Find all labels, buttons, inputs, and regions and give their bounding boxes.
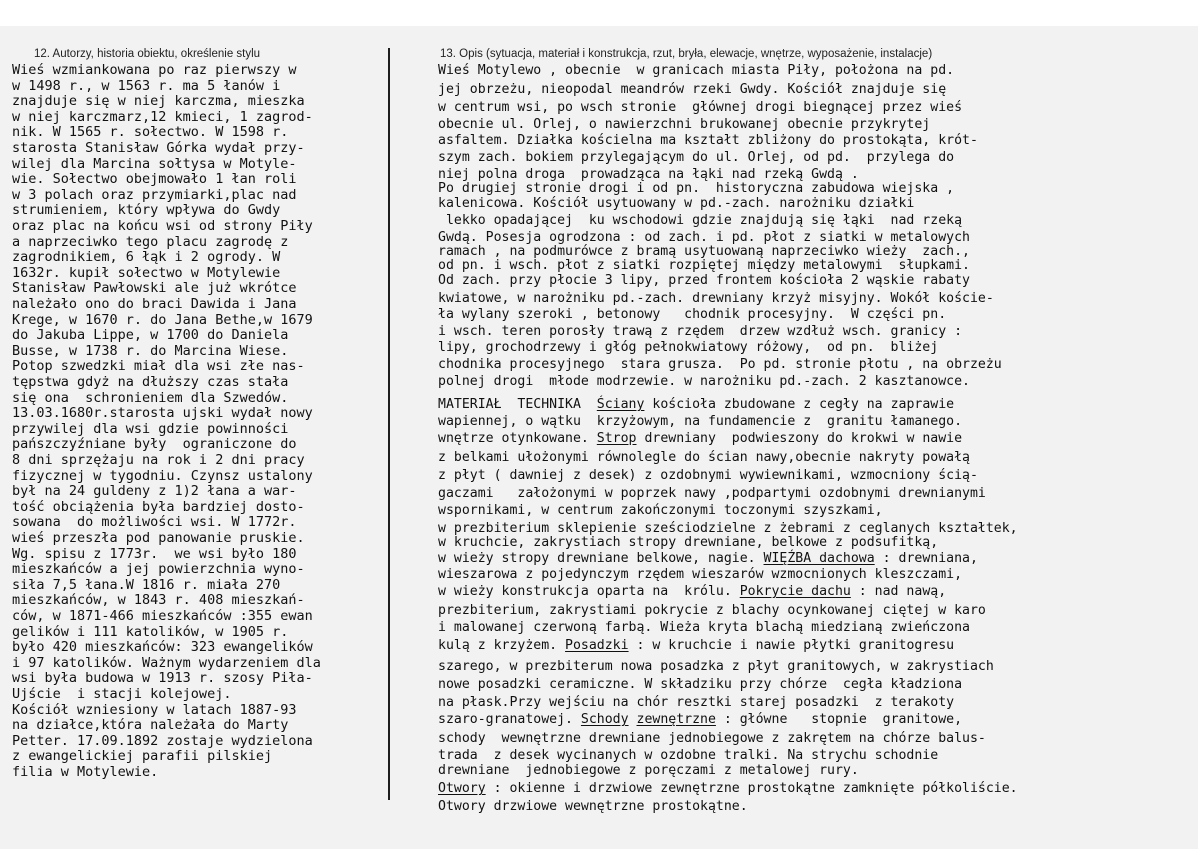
text-line: Wieś wzmiankowana po raz pierwszy w xyxy=(12,62,297,78)
text-line: obecnie ul. Orlej, o nawierzchni brukowanej obecnie przykrytej xyxy=(438,117,931,132)
text-line: wieś przeszła pod panowanie pruskie. xyxy=(12,530,305,546)
text-line: a naprzeciwko tego placu zagrodę z xyxy=(12,233,289,250)
text-line: mieszkańców a jej powierzchnia wyno- xyxy=(12,561,305,578)
text-line: ramach , na podmurówce z bramą usytuowaną naprzeciwko wieży zach., xyxy=(438,244,970,259)
text-line: wieszarowa z pojedynczym rzędem wieszarów wzmocnionych kleszczami, xyxy=(438,567,963,582)
text-line: filia w Motylewie. xyxy=(12,764,159,780)
right-column-header: 13. Opis (sytuacja, materiał i konstrukcja, rzut, bryła, elewacje, wnętrze, wyposażenie, instalacje) xyxy=(440,48,933,60)
text-line: Ujście i stacji kolejowej. xyxy=(12,686,232,702)
text-line: tość obciążenia była bardziej dosto- xyxy=(12,498,305,515)
text-line: 1632r. kupił sołectwo w Motylewie xyxy=(12,264,281,281)
text-line: asfaltem. Działka kościelna ma kształt zbliżony do prostokąta, krót- xyxy=(438,133,978,148)
text-line: w wieży stropy drewniane belkowe, nagie. WIĘŹBA dachowa : drewniana, xyxy=(438,551,978,566)
text-line: należało ono do braci Dawida i Jana xyxy=(12,296,297,312)
text-line: lipy, grochodrzewy i głóg pełnokwiatowy różowy, od pn. bliżej xyxy=(438,340,939,355)
text-line: kwiatowe, w narożniku pd.-zach. drewniany krzyż misyjny. Wokół koście- xyxy=(438,291,994,306)
text-line: i 97 katolików. Ważnym wydarzeniem dla xyxy=(12,654,321,671)
text-line: na płask.Przy wejściu na chór resztki starej posadzki z terakoty xyxy=(438,695,955,710)
text-line: Otwory : okienne i drzwiowe zewnętrzne prostokątne zamknięte półkoliście. xyxy=(438,781,1018,796)
text-line: sowana do możliwości wsi. W 1772r. xyxy=(12,514,297,531)
text-line: Stanisław Pawłowski ale już wkrótce xyxy=(12,280,297,297)
text-line: polnej drogi młode modrzewie. w narożniku pd.-zach. 2 kasztanowce. xyxy=(438,374,970,389)
text-line: szym zach. bokiem przylegającym do ul. Orlej, od pd. przylega do xyxy=(438,150,955,165)
text-line: wilej dla Marcina sołtysa w Motyle- xyxy=(12,155,297,172)
text-line: Potop szwedzki miał dla wsi złe nas- xyxy=(12,358,305,375)
text-line: i wsch. teren porosły trawą z rzędem drzew wzdłuż wsch. granicy : xyxy=(438,324,963,339)
text-line: wie. Sołectwo obejmowało 1 łan roli xyxy=(12,171,297,188)
text-line: strumieniem, który wpływa do Gwdy xyxy=(12,202,281,219)
text-line: z belkami ułożonymi równolegle do ścian nawy,obecnie nakryty powałą xyxy=(438,450,970,465)
text-line: z ewangelickiej parafii pilskiej xyxy=(12,748,273,765)
text-line: 13.03.1680r.starosta ujski wydał nowy xyxy=(12,405,313,422)
text-line: trada z desek wycinanych w ozdobne tralki. Na strychu schodnie xyxy=(438,748,939,763)
column-divider xyxy=(388,48,390,800)
text-line: drewniane jednobiegowe z poręczami z metalowej rury. xyxy=(438,763,859,778)
text-line: w 1498 r., w 1563 r. ma 5 łanów i xyxy=(12,77,281,94)
text-line: chodnika procesyjnego stara grusza. Po pd. stronie płotu , na obrzeżu xyxy=(438,357,1002,372)
text-line: w 3 polach oraz przymiarki,plac nad xyxy=(12,186,297,203)
text-line: Po drugiej stronie drogi i od pn. historyczna zabudowa wiejska , xyxy=(438,181,955,196)
text-line: do Jakuba Lippe, w 1700 do Daniela xyxy=(12,327,289,344)
text-line: siła 7,5 łana.W 1816 r. miała 270 xyxy=(12,576,281,593)
left-column-header: 12. Autorzy, historia obiektu, określenie stylu xyxy=(34,48,261,60)
text-line: Wieś Motylewo , obecnie w granicach miasta Piły, położona na pd. xyxy=(438,63,955,78)
text-line: szaro-granatowej. Schody zewnętrzne : główne stopnie granitowe, xyxy=(438,712,963,727)
text-line: oraz plac na końcu wsi od strony Piły xyxy=(12,218,313,234)
text-line: się ona schronieniem dla Szwedów. xyxy=(12,389,289,406)
text-line: kalenicowa. Kościół usytuowany w pd.-zach. narożniku działki xyxy=(438,196,915,211)
text-line: wnętrze otynkowane. Strop drewniany podwieszony do krokwi w nawie xyxy=(438,431,963,446)
text-line: było 420 mieszkańców: 323 ewangelików xyxy=(12,639,313,656)
text-line: fizycznej w tygodniu. Czynsz ustalony xyxy=(12,467,313,484)
text-line: mieszkańców, w 1843 r. 408 mieszkań- xyxy=(12,592,305,609)
text-line: gaczami założonymi w poprzek nawy ,podpartymi ozdobnymi drewnianymi xyxy=(438,486,986,501)
text-line: zagrodnikiem, 6 łąk i 2 ogrody. W xyxy=(12,249,281,266)
page-top-margin xyxy=(0,0,1198,26)
text-line: wspornikami, w centrum zakończonymi toczonymi szyszkami, xyxy=(438,503,883,518)
text-line: Wg. spisu z 1773r. we wsi było 180 xyxy=(12,545,297,562)
text-line: starosta Stanisław Górka wydał przy- xyxy=(12,140,305,156)
text-line: schody wewnętrzne drewniane jednobiegowe z zakrętem na chórze balus- xyxy=(438,731,986,746)
text-line: nowe posadzki ceramiczne. W składziku przy chórze cegła kładziona xyxy=(438,677,963,692)
text-line: tępstwa gdyż na dłuższy czas stała xyxy=(12,374,289,390)
text-line: pańszczyźniane były ograniczone do xyxy=(12,436,297,453)
text-line: ców, w 1871-466 mieszkańców :355 ewan xyxy=(12,608,313,624)
text-line: z płyt ( dawniej z desek) z ozdobnymi wywiewnikami, wzmocniony ścią- xyxy=(438,468,978,483)
text-line: ła wylany szeroki , betonowy chodnik procesyjny. W części pn. xyxy=(438,307,947,322)
text-line: od pn. i wsch. płot z siatki rozpiętej między metalowymi słupkami. xyxy=(438,258,970,273)
text-line: Petter. 17.09.1892 zostaje wydzielona xyxy=(12,732,313,749)
text-line: w kruchcie, zakrystiach stropy drewniane, belkowe z podsufitką, xyxy=(438,535,939,550)
text-line: wsi była budowa w 1913 r. szosy Piła- xyxy=(12,670,313,687)
text-line: przywilej dla wsi gdzie powinności xyxy=(12,420,289,437)
text-line: jej obrzeżu, nieopodal meandrów rzeki Gwdy. Kościół znajduje się xyxy=(438,82,947,97)
text-line: niej polna droga prowadząca na łąki nad rzeką Gwdą . xyxy=(438,167,859,182)
text-line: lekko opadającej ku wschodowi gdzie znajdują się łąki nad rzeką xyxy=(438,213,963,228)
text-line: Krege, w 1670 r. do Jana Bethe,w 1679 xyxy=(12,311,313,328)
text-line: gelików i 111 katolików, w 1905 r. xyxy=(12,623,289,640)
text-line: Od zach. przy płocie 3 lipy, przed frontem kościoła 2 wąskie rabaty xyxy=(438,273,970,288)
text-line: na działce,która należała do Marty xyxy=(12,717,289,734)
text-line: prezbiterium, zakrystiami pokrycie z blachy ocynkowanej ciętej w karo xyxy=(438,603,986,618)
text-line: był na 24 guldeny z 1)2 łana a war- xyxy=(12,483,297,500)
text-line: Otwory drzwiowe wewnętrzne prostokątne. xyxy=(438,799,748,814)
text-line: w wieży konstrukcja oparta na królu. Pokrycie dachu : nad nawą, xyxy=(438,584,947,599)
text-line: Gwdą. Posesja ogrodzona : od zach. i pd. płot z siatki w metalowych xyxy=(438,230,970,245)
text-line: szarego, w prezbiterum nowa posadzka z płyt granitowych, w zakrystiach xyxy=(438,659,994,674)
text-line: w prezbiterium sklepienie sześciodzielne z żebrami z ceglanych kształtek, xyxy=(438,521,1018,536)
text-line: MATERIAŁ TECHNIKA Ściany kościoła zbudowane z cegły na zaprawie xyxy=(438,397,955,412)
text-line: w centrum wsi, po wsch stronie głównej drogi biegnącej przez wieś xyxy=(438,100,963,115)
text-line: nik. W 1565 r. sołectwo. W 1598 r. xyxy=(12,124,289,141)
text-line: wapiennej, o wątku krzyżowym, na fundamencie z granitu łamanego. xyxy=(438,414,963,429)
text-line: i malowanej czerwoną farbą. Wieża kryta blachą miedzianą zwieńczona xyxy=(438,620,970,635)
text-line: Kościół wzniesiony w latach 1887-93 xyxy=(12,701,297,718)
text-line: znajduje się w niej karczma, mieszka xyxy=(12,93,305,110)
text-line: Busse, w 1738 r. do Marcina Wiese. xyxy=(12,342,289,359)
text-line: 8 dni sprzężaju na rok i 2 dni pracy xyxy=(12,452,305,468)
text-line: w niej karczmarz,12 kmieci, 1 zagrod- xyxy=(12,108,313,125)
text-line: kulą z krzyżem. Posadzki : w kruchcie i nawie płytki granitogresu xyxy=(438,638,955,653)
